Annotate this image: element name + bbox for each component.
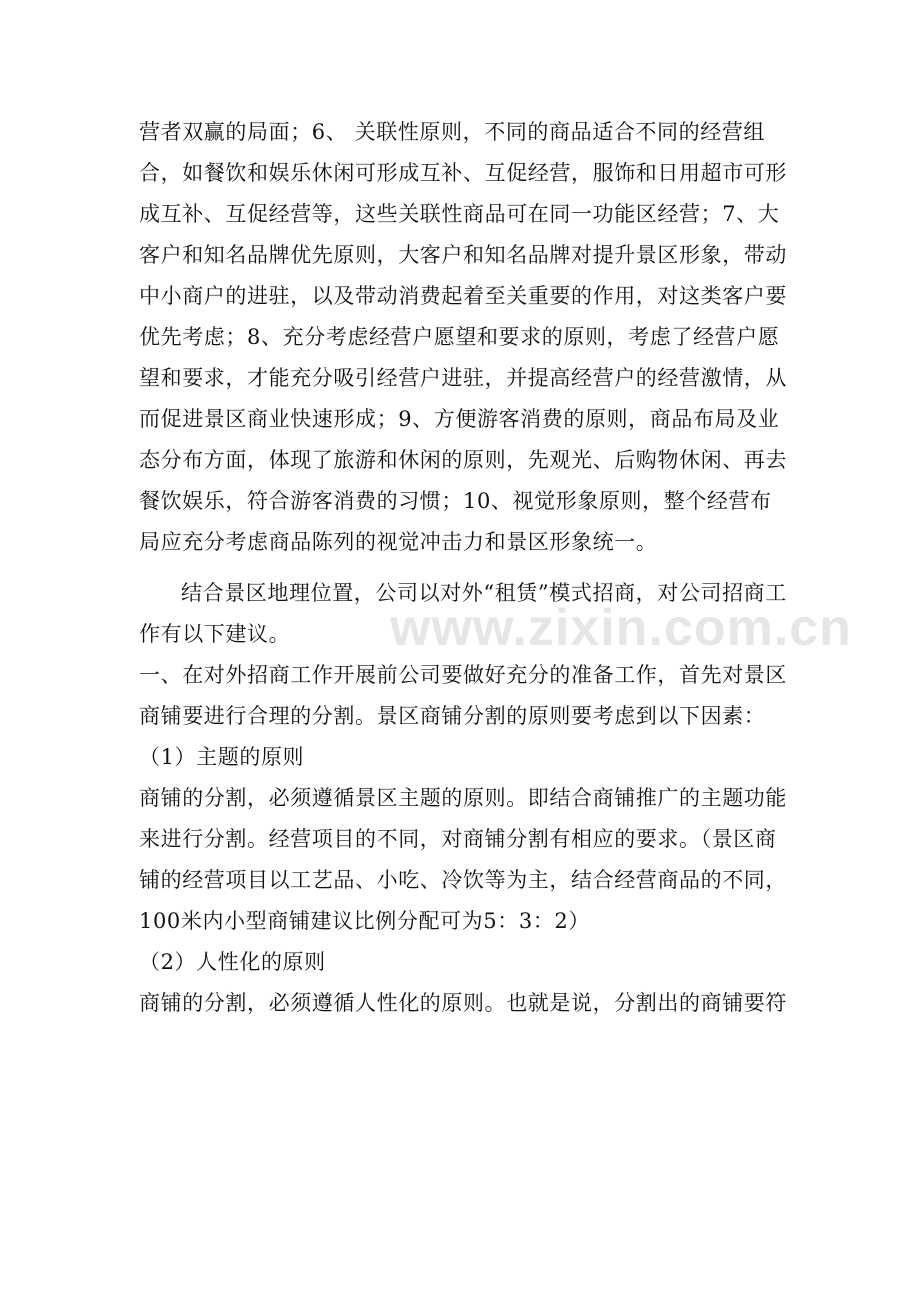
paragraph-principles: 营者双赢的局面；6、 关联性原则，不同的商品适合不同的经营组合，如餐饮和娱乐休闲可形成互补、互促经营，服饰和日用超市可形成互补、互促经营等，这些关联性商品可在同一功能区经营；7、大客户和知名品牌优先原则，大客户和知名品牌对提升景区形象，带动中小商户的进驻，以及带动消费起着至关重要的作用，对这类客户要优先考虑；8、充分考虑经营户愿望和要求的原则，考虑了经营户愿望和要求，才能充分吸引经营户进驻，并提高经营户的经营激情，从而促进景区商业快速形成；9、方便游客消费的原则，商品布局及业态分布方面，体现了旅游和休闲的原则，先观光、后购物休闲、再去餐饮娱乐，符合游客消费的习惯；10、视觉形象原则，整个经营布局应充分考虑商品陈列的视觉冲击力和景区形象统一。 (139, 120, 787, 554)
paragraph-humanized-principle: 商铺的分割，必须遵循人性化的原则。也就是说，分割出的商铺要符 (139, 991, 787, 1015)
subheading-humanized-principle: （2）人性化的原则 (139, 950, 326, 974)
watermark: www.zixin.com.cn (390, 599, 852, 657)
paragraph-theme-principle: 商铺的分割，必须遵循景区主题的原则。即结合商铺推广的主题功能来进行分割。经营项目的不同，对商铺分割有相应的要求。（景区商铺的经营项目以工艺品、小吃、冷饮等为主，结合经营商品的不同，100米内小型商铺建议比例分配可为5：3：2） (139, 786, 787, 933)
subheading-theme-principle: （1）主题的原则 (139, 745, 305, 769)
paragraph-section-one: 一、在对外招商工作开展前公司要做好充分的准备工作，首先对景区商铺要进行合理的分割。景区商铺分割的原则要考虑到以下因素： (139, 663, 787, 728)
body-text (139, 112, 789, 1024)
paragraph-recommendation-intro: 结合景区地理位置，公司以对外“租赁”模式招商，对公司招商工作有以下建议。 (139, 581, 787, 646)
